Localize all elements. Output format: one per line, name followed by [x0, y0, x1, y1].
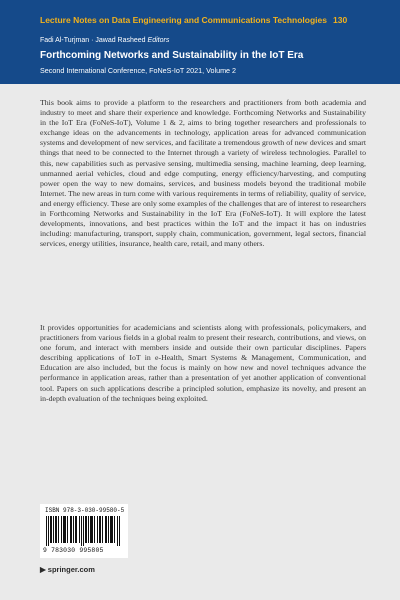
book-subtitle: Second International Conference, FoNeS-IoT 2021, Volume 2	[40, 66, 237, 75]
series-title	[40, 15, 347, 25]
editors-line	[40, 37, 169, 44]
editors-role: Editors	[147, 37, 170, 44]
publisher-website[interactable]	[40, 565, 95, 574]
series-name: Lecture Notes on Data Engineering and Communications Technologies	[40, 15, 327, 25]
barcode-icon	[44, 516, 124, 546]
editor-names: Fadi Al-Turjman · Jawad Rasheed	[40, 37, 146, 44]
header-band	[0, 0, 400, 84]
barcode-panel	[40, 504, 128, 558]
description-paragraph-1: This book aims to provide a platform to the researchers and practitioners from both academia and industry to meet and share their experience and knowledge. Forthcoming Networks and Sustainability in the IoT Era (FoNeS-IoT), Volume 1 & 2, aims to bring together researchers and professionals to exchange ideas on the advancements in technology, application areas for advanced communication systems and development of new services, and facilitate a tremendous growth of new devices and smart things that need to be connected to the Internet through a variety of wireless technologies. Parallel to this, new capabilities such as pervasive sensing, multimedia sensing, machine learning, deep learning, unmanned aerial vehicles, cloud and edge computing, energy efficiency/harvesting, and computing power open the way to new domains, services, and business models beyond the traditional mobile Internet. The new areas in turn come with various requirements in terms of reliability, quality of service, and energy efficiency. These are only some examples of the challenges that are of interest to researchers in Forthcoming Networks and Sustainability in the IoT Era (FoNeS-IoT). It will explore the latest developments, innovations, and best practices within the IoT and the impact it has on industries including: manufacturing, transport, supply chain, communication, government, legal sectors, financial services, energy utilities, insurance, health care, retail, and many others.	[40, 98, 366, 249]
book-title: Forthcoming Networks and Sustainability in the IoT Era	[40, 50, 304, 61]
isbn-label: ISBN 978-3-030-99580-5	[45, 507, 125, 514]
series-number: 130	[333, 15, 348, 25]
arrow-right-icon: ▶	[40, 565, 46, 574]
website-label: springer.com	[47, 565, 95, 574]
barcode-digits: 9 783030 995805	[43, 547, 104, 554]
description-paragraph-2: It provides opportunities for academicians and scientists along with professionals, policymakers, and practitioners from various fields in a global realm to present their research, contributions, and views, on one forum, and interact with members inside and outside their own particular disciplines. Papers describing applications of IoT in e-Health, Smart Systems & Management, Communication, and Education are also included, but the focus is mainly on how new and novel techniques advance the performance in application areas, rather than a presentation of yet another application of conventional tool. Papers on such applications describe a principled solution, emphasize its novelty, and present an in-depth evaluation of the techniques being exploited.	[40, 323, 366, 403]
